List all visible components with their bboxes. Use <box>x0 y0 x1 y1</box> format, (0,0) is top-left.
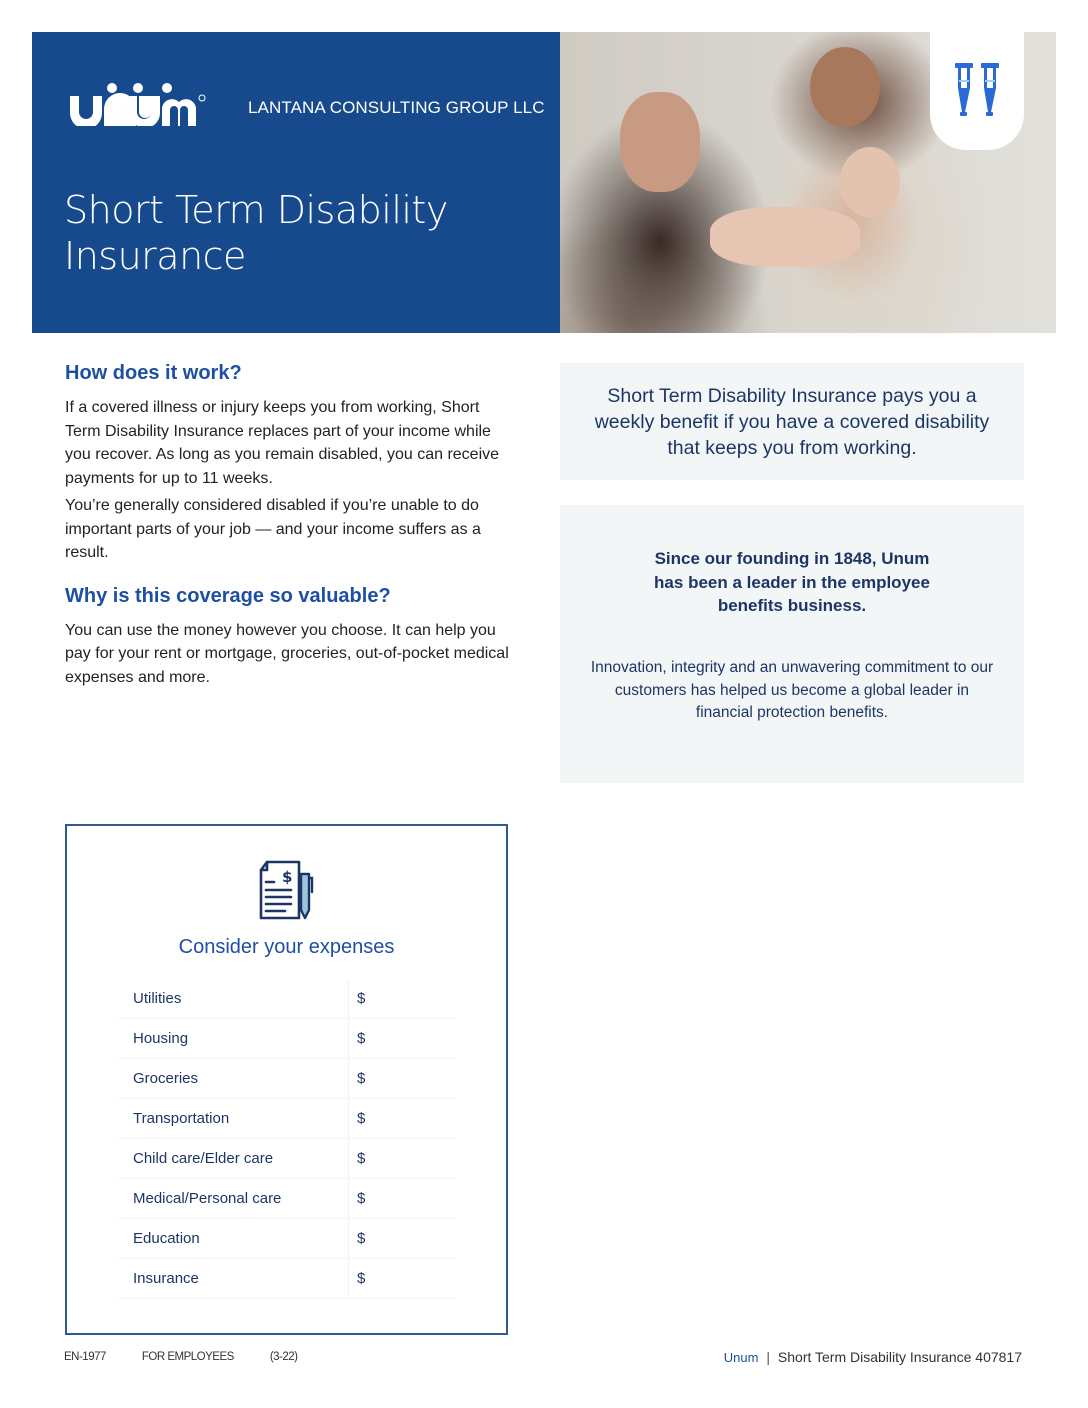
date-code: (3-22) <box>269 1351 298 1363</box>
expense-value-cell <box>349 1219 457 1258</box>
expense-value-cell <box>349 1019 457 1058</box>
summary-text: Short Term Disability Insurance pays you a weekly benefit if you have a covered disability that keeps you from working. <box>594 384 990 459</box>
expense-value-cell <box>349 979 457 1018</box>
footer-brand: Unum <box>723 1350 759 1365</box>
unum-logo <box>68 82 208 126</box>
svg-text:$: $ <box>282 868 293 886</box>
footer-doc-info <box>724 1349 1022 1365</box>
form-code: EN-1977 <box>64 1351 106 1363</box>
expense-value-cell <box>349 1139 457 1178</box>
expense-label: Utilities <box>117 979 349 1018</box>
currency-symbol: $ <box>357 1230 366 1247</box>
section-heading: Why is this coverage so valuable? <box>65 584 391 607</box>
expense-amount-input[interactable] <box>369 1270 449 1287</box>
table-row <box>117 1219 457 1259</box>
expense-label: Child care/Elder care <box>117 1139 349 1178</box>
audience-label: FOR EMPLOYEES <box>141 1351 234 1363</box>
section-why-valuable <box>65 583 515 690</box>
expense-amount-input[interactable] <box>369 990 449 1007</box>
expense-label: Medical/Personal care <box>117 1179 349 1218</box>
photo-figure-baby <box>840 147 900 217</box>
crutches-badge <box>930 32 1024 150</box>
expenses-worksheet <box>65 824 508 1335</box>
currency-symbol: $ <box>357 1110 366 1127</box>
table-row <box>117 1259 457 1299</box>
currency-symbol: $ <box>357 1270 366 1287</box>
currency-symbol: $ <box>357 990 366 1007</box>
invoice-dollar-pen-icon <box>257 860 317 922</box>
expense-amount-input[interactable] <box>369 1030 449 1047</box>
currency-symbol: $ <box>357 1070 366 1087</box>
expense-label: Insurance <box>117 1259 349 1298</box>
summary-callout <box>560 363 1024 480</box>
section-how-it-works <box>65 360 515 565</box>
innovation-text: Innovation, integrity and an unwavering commitment to our customers has helped us become a global leader in financial protection benefits. <box>590 659 994 721</box>
expense-label: Transportation <box>117 1099 349 1138</box>
currency-symbol: $ <box>357 1150 366 1167</box>
table-row <box>117 1139 457 1179</box>
expense-label: Education <box>117 1219 349 1258</box>
left-column <box>65 360 515 693</box>
expense-label: Groceries <box>117 1059 349 1098</box>
expense-amount-input[interactable] <box>369 1070 449 1087</box>
expense-amount-input[interactable] <box>369 1190 449 1207</box>
paragraph: You can use the money however you choose. It can help you pay for your rent or mortgage, groceries, out-of-pocket medical expenses and more. <box>65 621 509 686</box>
expense-amount-input[interactable] <box>369 1110 449 1127</box>
expense-value-cell <box>349 1099 457 1138</box>
section-heading: How does it work? <box>65 362 242 384</box>
currency-symbol: $ <box>357 1190 366 1207</box>
expense-amount-input[interactable] <box>369 1230 449 1247</box>
table-row <box>117 1059 457 1099</box>
footer-doc-name: Short Term Disability Insurance 407817 <box>777 1349 1022 1365</box>
founding-text: Since our founding in 1848, Unum has been a leader in the employee benefits business. <box>654 549 930 615</box>
expense-label: Housing <box>117 1019 349 1058</box>
about-unum-callout <box>560 505 1024 783</box>
table-row <box>117 1019 457 1059</box>
footer-separator: | <box>766 1349 771 1365</box>
paragraph: You’re generally considered disabled if you’re unable to do important parts of your job — and your income suffers as a result. <box>65 497 481 561</box>
table-row <box>117 1179 457 1219</box>
expense-amount-input[interactable] <box>369 1150 449 1167</box>
crutches-icon <box>954 62 1000 120</box>
photo-figure-woman <box>620 92 700 192</box>
expense-value-cell <box>349 1259 457 1298</box>
page-title: Short Term Disability Insurance <box>64 188 448 278</box>
paragraph: If a covered illness or injury keeps you from working, Short Term Disability Insurance replaces part of your income while you recover. As long as you remain disabled, you can receive payments for up to 11 weeks. <box>65 399 500 487</box>
currency-symbol: $ <box>357 1030 366 1047</box>
expenses-table <box>117 979 457 1299</box>
table-row <box>117 1099 457 1139</box>
header-band <box>32 32 560 333</box>
table-row <box>117 979 457 1019</box>
expenses-title: Consider your expenses <box>178 936 395 958</box>
expense-value-cell <box>349 1179 457 1218</box>
photo-figure-baby-body <box>710 207 860 267</box>
footer-codes <box>64 1351 334 1363</box>
company-name: LANTANA CONSULTING GROUP LLC <box>248 98 545 117</box>
photo-figure-man <box>810 47 880 127</box>
expense-value-cell <box>349 1059 457 1098</box>
